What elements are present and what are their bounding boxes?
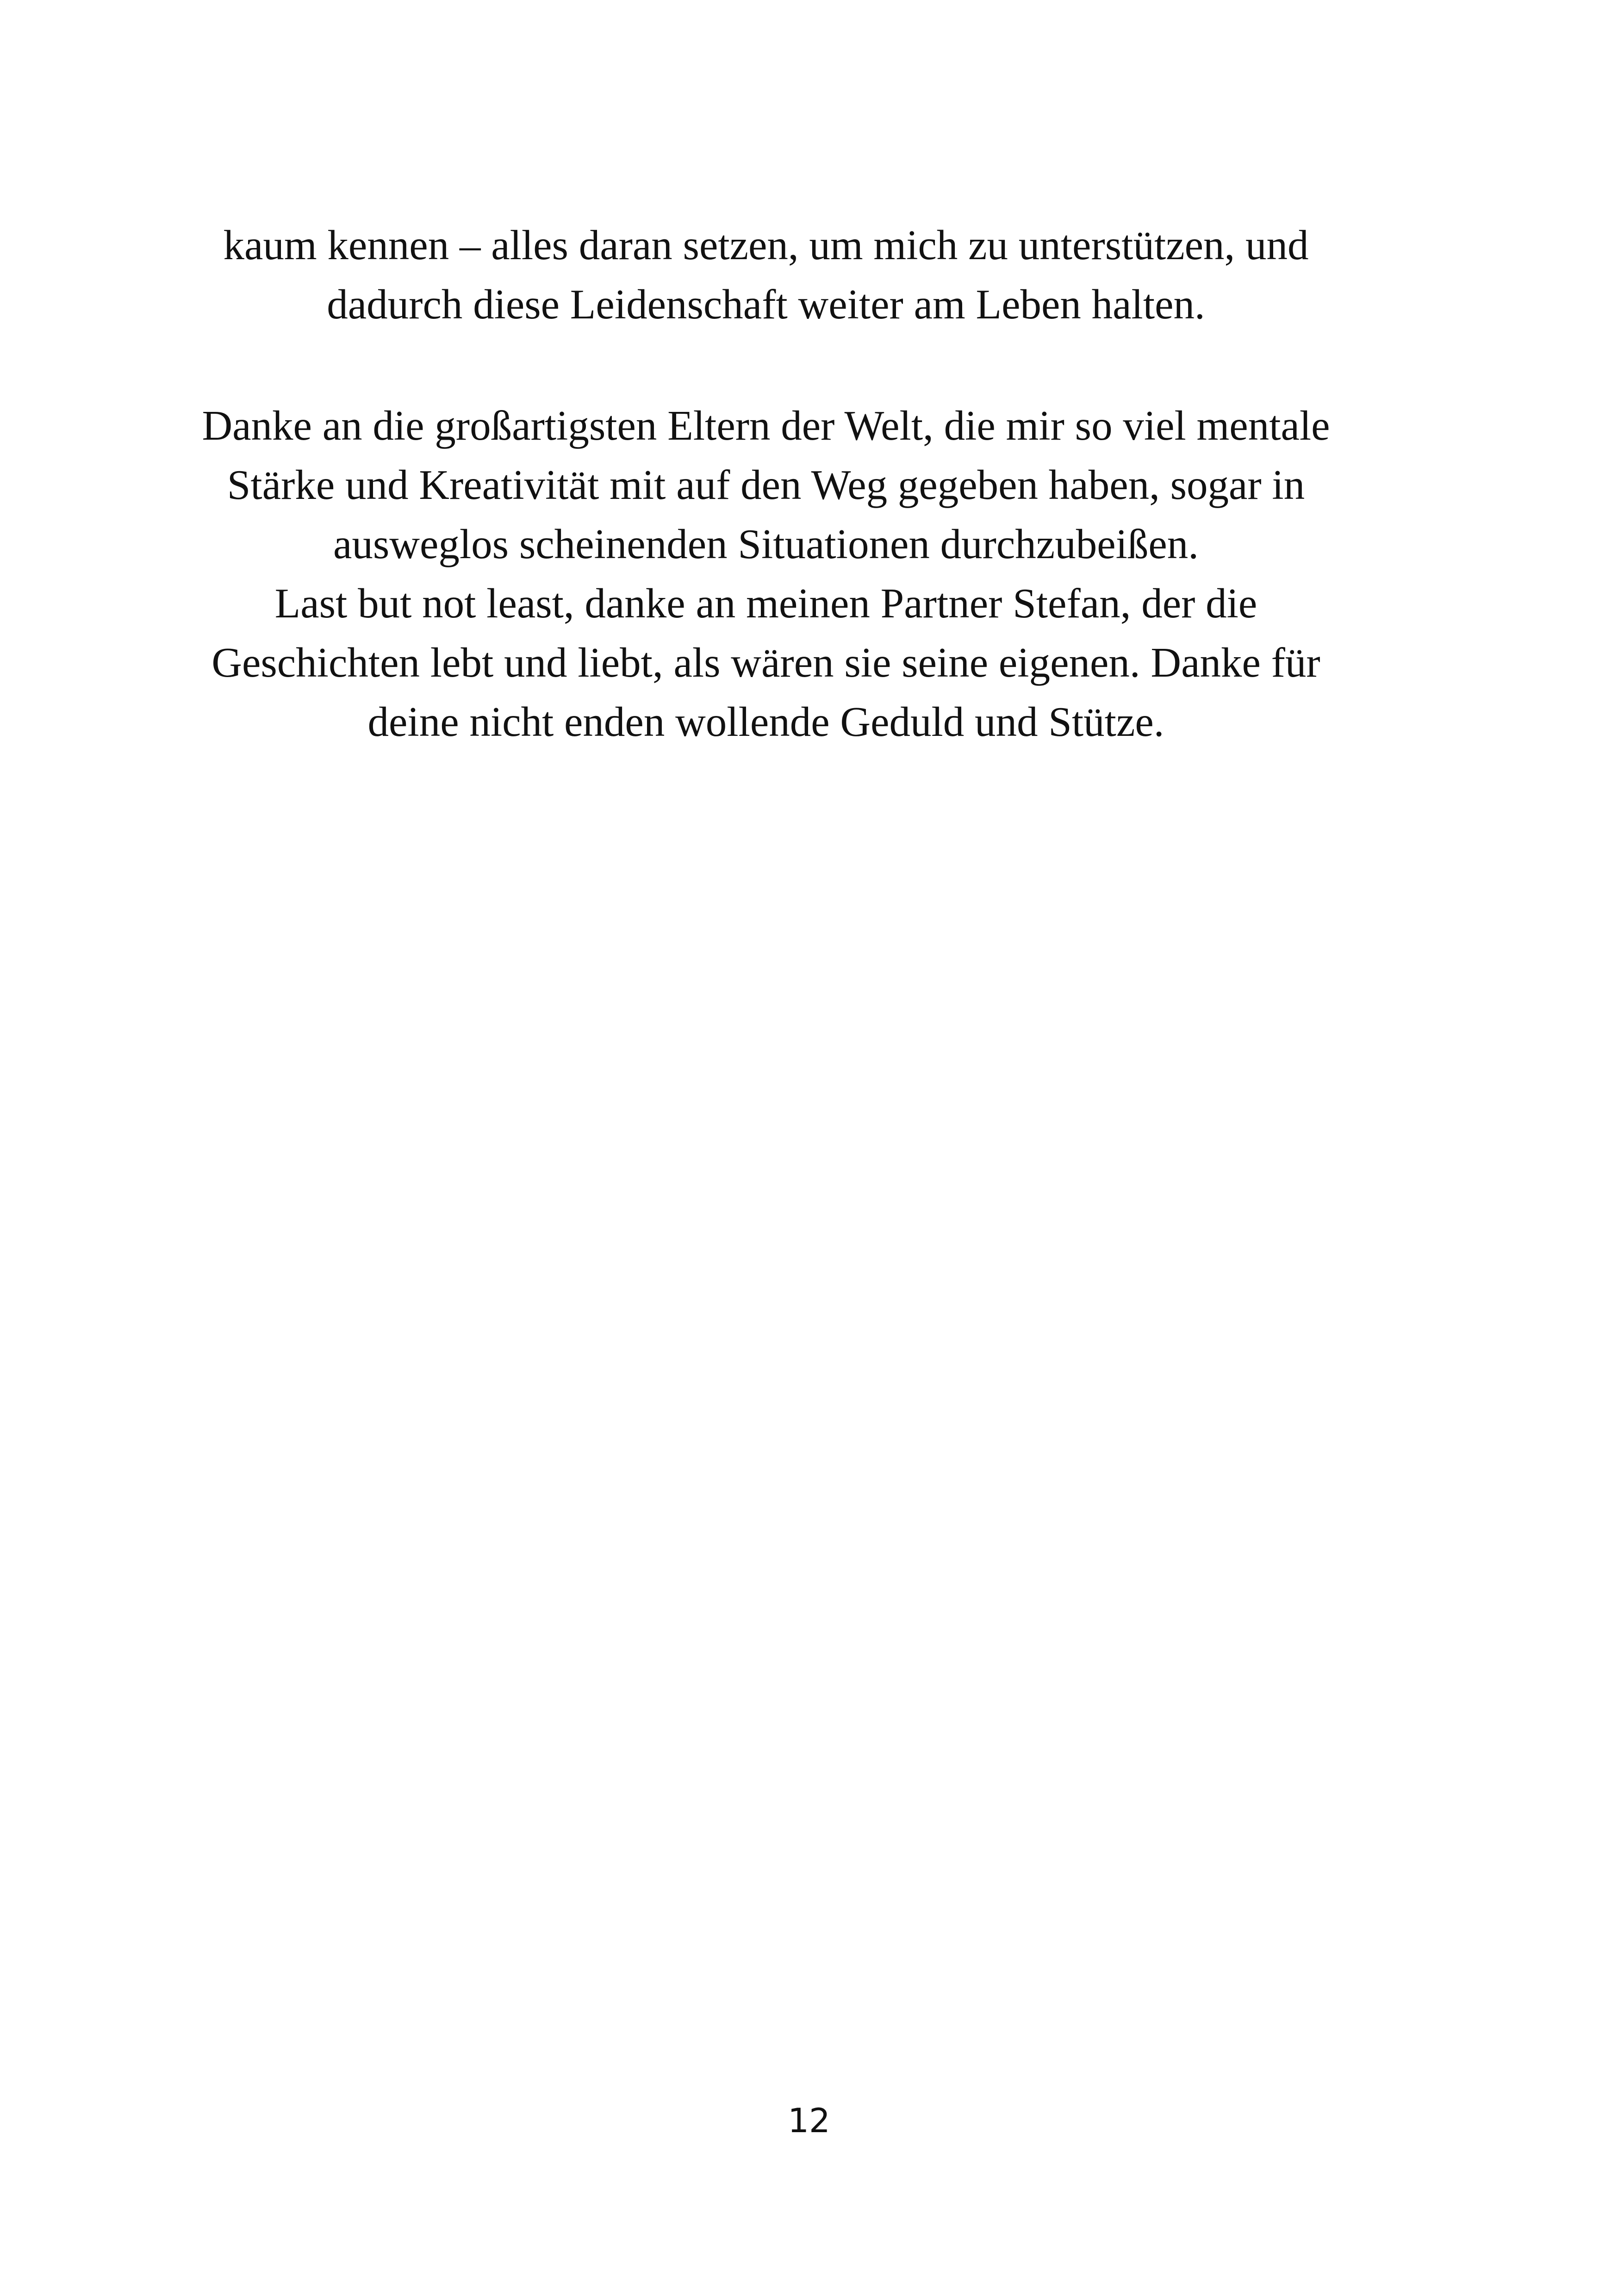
paragraph-1-line-1: kaum kennen – alles daran setzen, um mich zu unterstützen, und <box>223 222 1309 268</box>
page-number: 12 <box>788 2101 830 2140</box>
paragraph-2-line-3: ausweglos scheinenden Situationen durchzubeißen. <box>333 521 1199 567</box>
paragraph-2-line-5: Geschichten lebt und liebt, als wären sie seine eigenen. Danke für <box>212 639 1320 686</box>
paragraph-1 <box>153 216 1379 334</box>
paragraph-2 <box>153 396 1379 752</box>
paragraph-2-line-1: Danke an die großartigsten Eltern der Welt, die mir so viel mentale <box>202 402 1330 449</box>
paragraph-2-line-6: deine nicht enden wollende Geduld und Stütze. <box>367 698 1164 745</box>
paragraph-2-line-2: Stärke und Kreativität mit auf den Weg gegeben haben, sogar in <box>227 461 1305 508</box>
paragraph-1-line-2: dadurch diese Leidenschaft weiter am Leben halten. <box>327 281 1205 328</box>
paragraph-2-line-4: Last but not least, danke an meinen Partner Stefan, der die <box>274 580 1257 627</box>
